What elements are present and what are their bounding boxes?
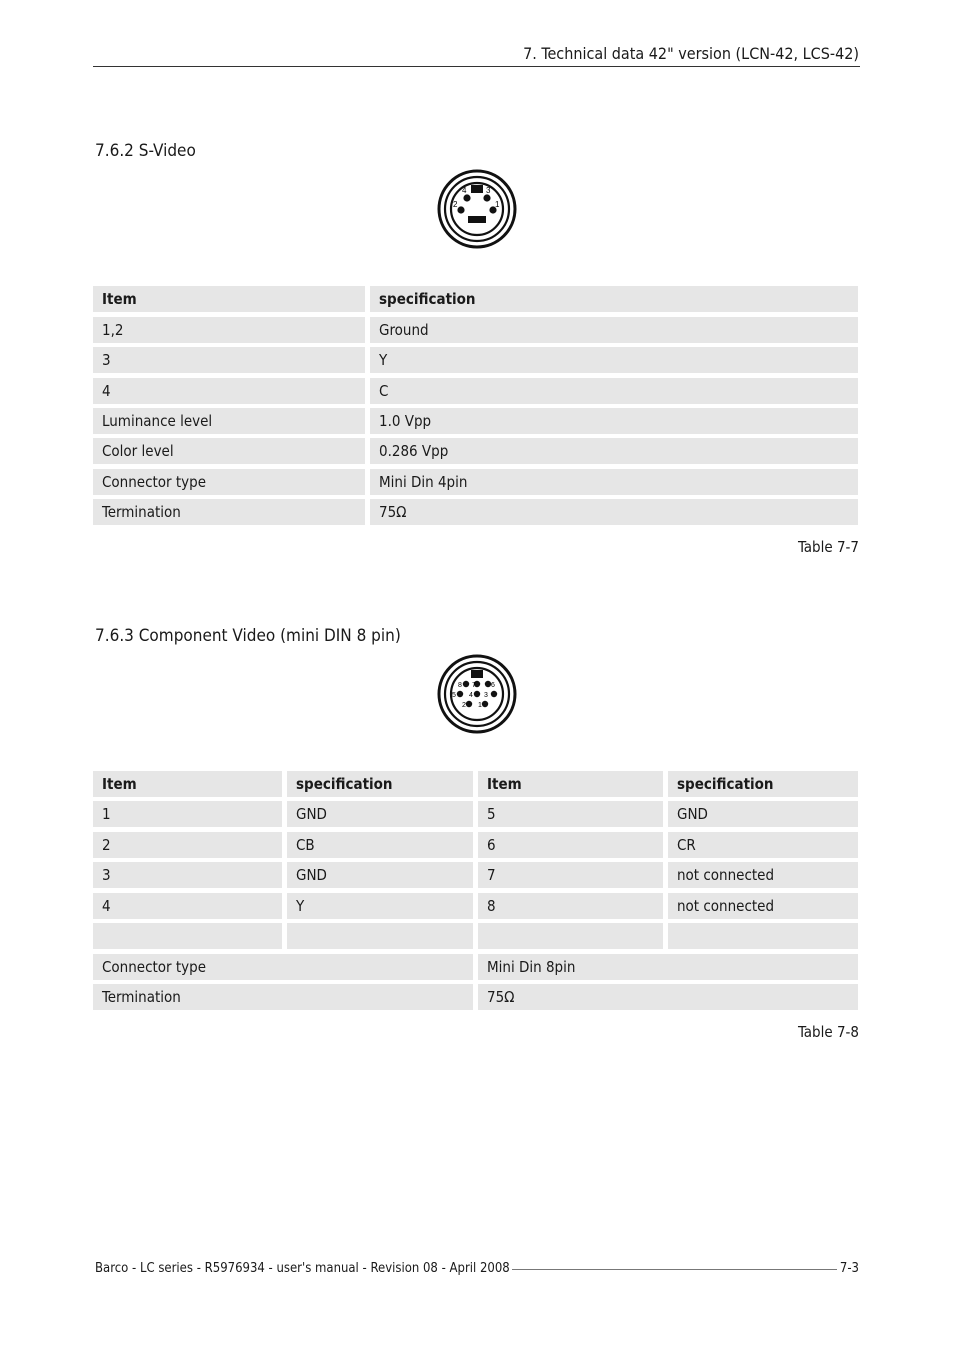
table-cell: 2 [93, 832, 282, 858]
mini-din-pin-label: 1 [478, 702, 482, 709]
table-cell: Mini Din 4pin [370, 469, 858, 495]
column-header: specification [370, 286, 858, 312]
table-cell: CB [287, 832, 473, 858]
column-header: Item [478, 771, 663, 797]
mini-din-pin-label: 7 [472, 682, 476, 689]
table-cell: Y [370, 347, 858, 373]
table-cell [668, 923, 858, 949]
column-header: specification [287, 771, 473, 797]
table-cell: Ground [370, 317, 858, 343]
table-cell: 5 [478, 801, 663, 827]
table-cell: Y [287, 893, 473, 919]
table-cell: 75Ω [370, 499, 858, 525]
table-row [93, 801, 858, 827]
mini-din-pin-label: 8 [458, 682, 462, 689]
svideo-pin-label: 3 [486, 186, 491, 195]
table-cell [478, 923, 663, 949]
running-header: 7. Technical data 42" version (LCN-42, LCS-42) [523, 44, 859, 63]
table-cell: 4 [93, 378, 365, 404]
table-row [93, 438, 858, 464]
table-row [93, 378, 858, 404]
table-row [93, 408, 858, 434]
table-cell: Termination [93, 984, 473, 1010]
column-header: Item [93, 771, 282, 797]
table-row [93, 317, 858, 343]
table-cell: not connected [668, 893, 858, 919]
table-caption: Table 7-7 [798, 538, 859, 556]
header-divider [93, 66, 860, 67]
table-cell: GND [287, 862, 473, 888]
mini-din-pin-label: 2 [462, 702, 466, 709]
table-row-merged [93, 954, 858, 980]
table-caption: Table 7-8 [798, 1023, 859, 1041]
footer-text: Barco - LC series - R5976934 - user's manual - Revision 08 - April 2008 [95, 1261, 510, 1276]
table-cell: 3 [93, 347, 365, 373]
table-cell: Connector type [93, 469, 365, 495]
table-cell [287, 923, 473, 949]
table-row [93, 347, 858, 373]
table-cell: Termination [93, 499, 365, 525]
table-header-row [93, 286, 858, 312]
table-cell: Color level [93, 438, 365, 464]
column-header: specification [668, 771, 858, 797]
table-cell [93, 923, 282, 949]
table-cell: 0.286 Vpp [370, 438, 858, 464]
table-cell: GND [287, 801, 473, 827]
svideo-connector-icon [437, 169, 517, 249]
section-title-svideo: 7.6.2 S-Video [95, 141, 196, 161]
table-header-row [93, 771, 858, 797]
svideo-pin-label: 4 [462, 186, 467, 195]
table-row [93, 499, 858, 525]
table-cell: Luminance level [93, 408, 365, 434]
section-title-component-video: 7.6.3 Component Video (mini DIN 8 pin) [95, 626, 401, 646]
table-cell: 1 [93, 801, 282, 827]
column-header: Item [93, 286, 365, 312]
table-row-merged [93, 984, 858, 1010]
table-cell: CR [668, 832, 858, 858]
mini-din-8-connector-icon [437, 654, 517, 734]
table-cell: 7 [478, 862, 663, 888]
table-cell: C [370, 378, 858, 404]
mini-din-pin-label: 6 [491, 682, 495, 689]
table-cell: Connector type [93, 954, 473, 980]
table-cell: 8 [478, 893, 663, 919]
table-cell: not connected [668, 862, 858, 888]
svideo-pin-label: 2 [453, 200, 458, 209]
table-cell: 4 [93, 893, 282, 919]
table-cell: 6 [478, 832, 663, 858]
table-cell: 1.0 Vpp [370, 408, 858, 434]
page-number: 7-3 [837, 1261, 859, 1276]
svideo-pin-label: 1 [495, 200, 500, 209]
table-cell: GND [668, 801, 858, 827]
table-row [93, 893, 858, 919]
table-cell: 1,2 [93, 317, 365, 343]
table-cell: 3 [93, 862, 282, 888]
table-row [93, 832, 858, 858]
table-row [93, 469, 858, 495]
mini-din-pin-label: 3 [484, 692, 488, 699]
mini-din-pin-label: 5 [452, 692, 456, 699]
table-row-empty [93, 923, 858, 949]
mini-din-pin-label: 4 [469, 692, 473, 699]
table-cell: Mini Din 8pin [478, 954, 858, 980]
table-row [93, 862, 858, 888]
table-cell: 75Ω [478, 984, 858, 1010]
